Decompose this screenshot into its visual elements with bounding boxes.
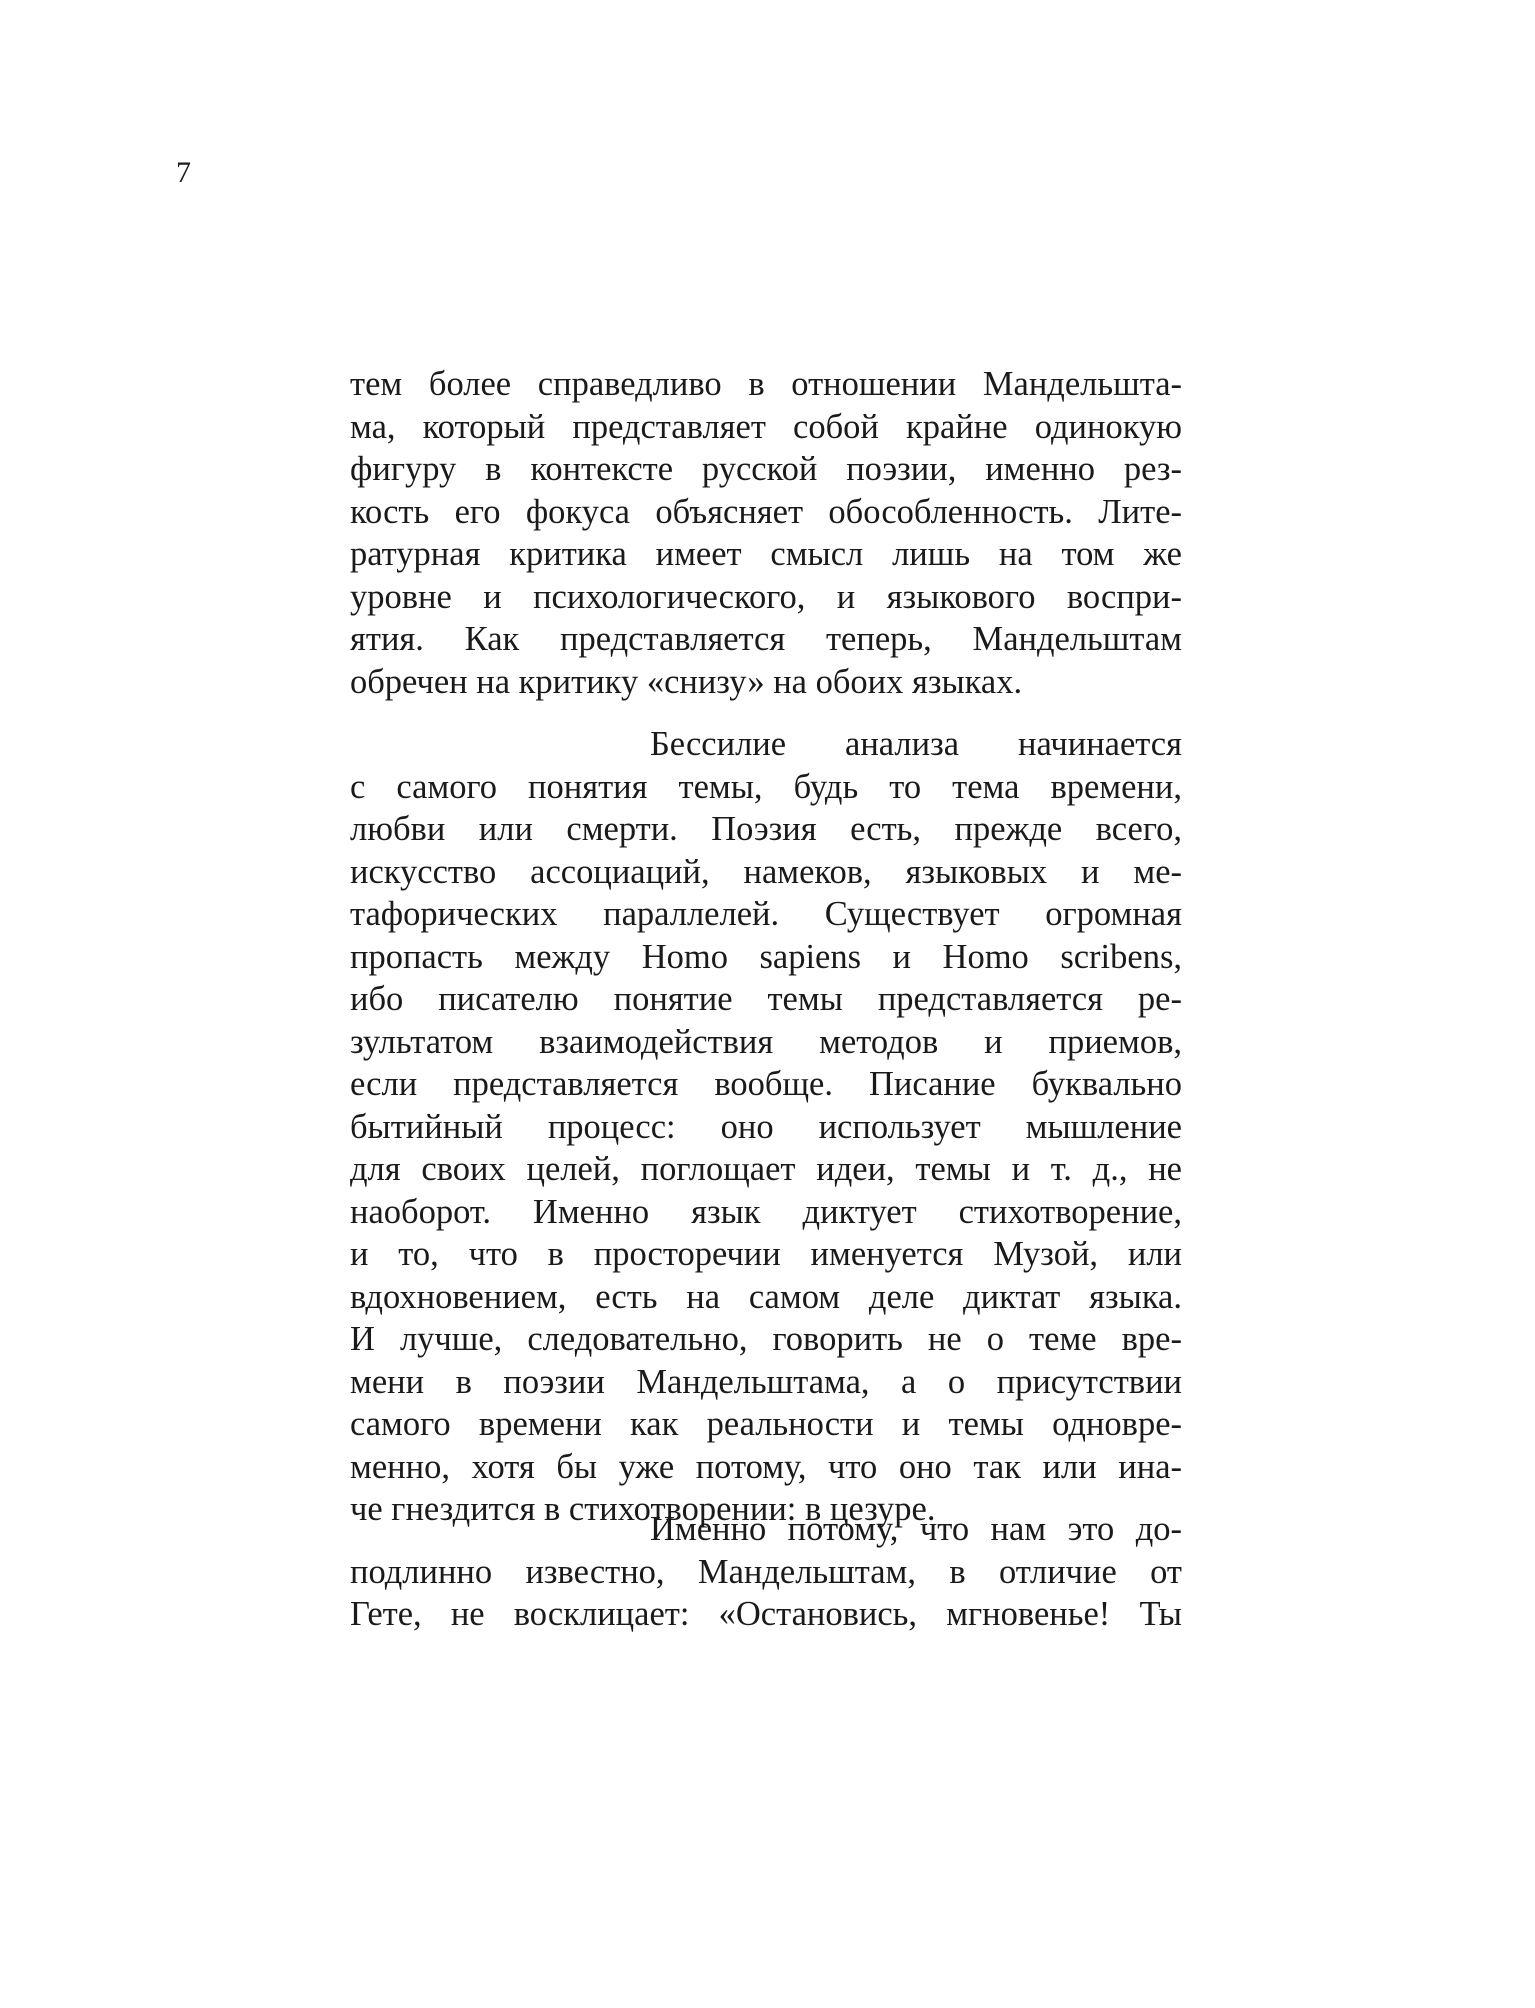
text-line: тафорических параллелей. Существует огромная bbox=[350, 895, 1182, 933]
text-line: если представляется вообще. Писание буквально bbox=[350, 1065, 1182, 1103]
text-line: че гнездится в стихотворении: в цезуре. bbox=[350, 1490, 936, 1528]
text-line: любви или смерти. Поэзия есть, прежде всего, bbox=[350, 810, 1182, 848]
paragraph-1 bbox=[350, 363, 1182, 703]
text-line: менно, хотя бы уже потому, что оно так или ина- bbox=[350, 1447, 1182, 1486]
text-line: наоборот. Именно язык диктует стихотворение, bbox=[350, 1192, 1182, 1231]
text-line: вдохновением, есть на самом деле диктат языка. bbox=[350, 1277, 1182, 1316]
text-line: с самого понятия темы, будь то тема времени, bbox=[350, 767, 1182, 806]
text-line: ибо писателю понятие темы представляется ре- bbox=[350, 980, 1182, 1018]
text-line: самого времени как реальности и темы одновре- bbox=[350, 1405, 1182, 1443]
text-line: фигуру в контексте русской поэзии, именно рез- bbox=[350, 450, 1182, 488]
text-line: подлинно известно, Мандельштам, в отличие от bbox=[350, 1552, 1182, 1591]
text-line: ратурная критика имеет смысл лишь на том же bbox=[350, 535, 1182, 573]
paragraph-3 bbox=[350, 1508, 1182, 1636]
text-line: Бессилие анализа начинается bbox=[650, 725, 1182, 763]
text-line: уровне и психологического, и языкового воспри- bbox=[350, 577, 1182, 616]
text-line: мени в поэзии Мандельштама, а о присутствии bbox=[350, 1362, 1182, 1401]
text-line: ятия. Как представляется теперь, Мандельштам bbox=[350, 620, 1182, 658]
text-line: искусство ассоциаций, намеков, языковых и ме- bbox=[350, 852, 1182, 891]
page-number: 7 bbox=[176, 156, 191, 189]
text-line: Именно потому, что нам это до- bbox=[650, 1510, 1182, 1548]
text-line: тем более справедливо в отношении Мандельшта- bbox=[350, 365, 1182, 403]
text-line: и то, что в просторечии именуется Музой, или bbox=[350, 1235, 1182, 1273]
text-line: для своих целей, поглощает идеи, темы и т. д., не bbox=[350, 1150, 1182, 1188]
text-line: обречен на критику «снизу» на обоих языках. bbox=[350, 662, 1023, 701]
text-line: И лучше, следовательно, говорить не о теме вре- bbox=[350, 1320, 1182, 1358]
text-line: бытийный процесс: оно использует мышление bbox=[350, 1107, 1182, 1146]
text-line: пропасть между Homo sapiens и Homo scribens, bbox=[350, 937, 1182, 976]
text-line: кость его фокуса объясняет обособленность. Лите- bbox=[350, 492, 1182, 531]
text-line: ма, который представляет собой крайне одинокую bbox=[350, 407, 1182, 446]
text-line: зультатом взаимодействия методов и приемов, bbox=[350, 1022, 1182, 1061]
paragraph-2 bbox=[350, 723, 1182, 1531]
text-line: Гете, не восклицает: «Остановись, мгновенье! Ты bbox=[350, 1595, 1182, 1633]
